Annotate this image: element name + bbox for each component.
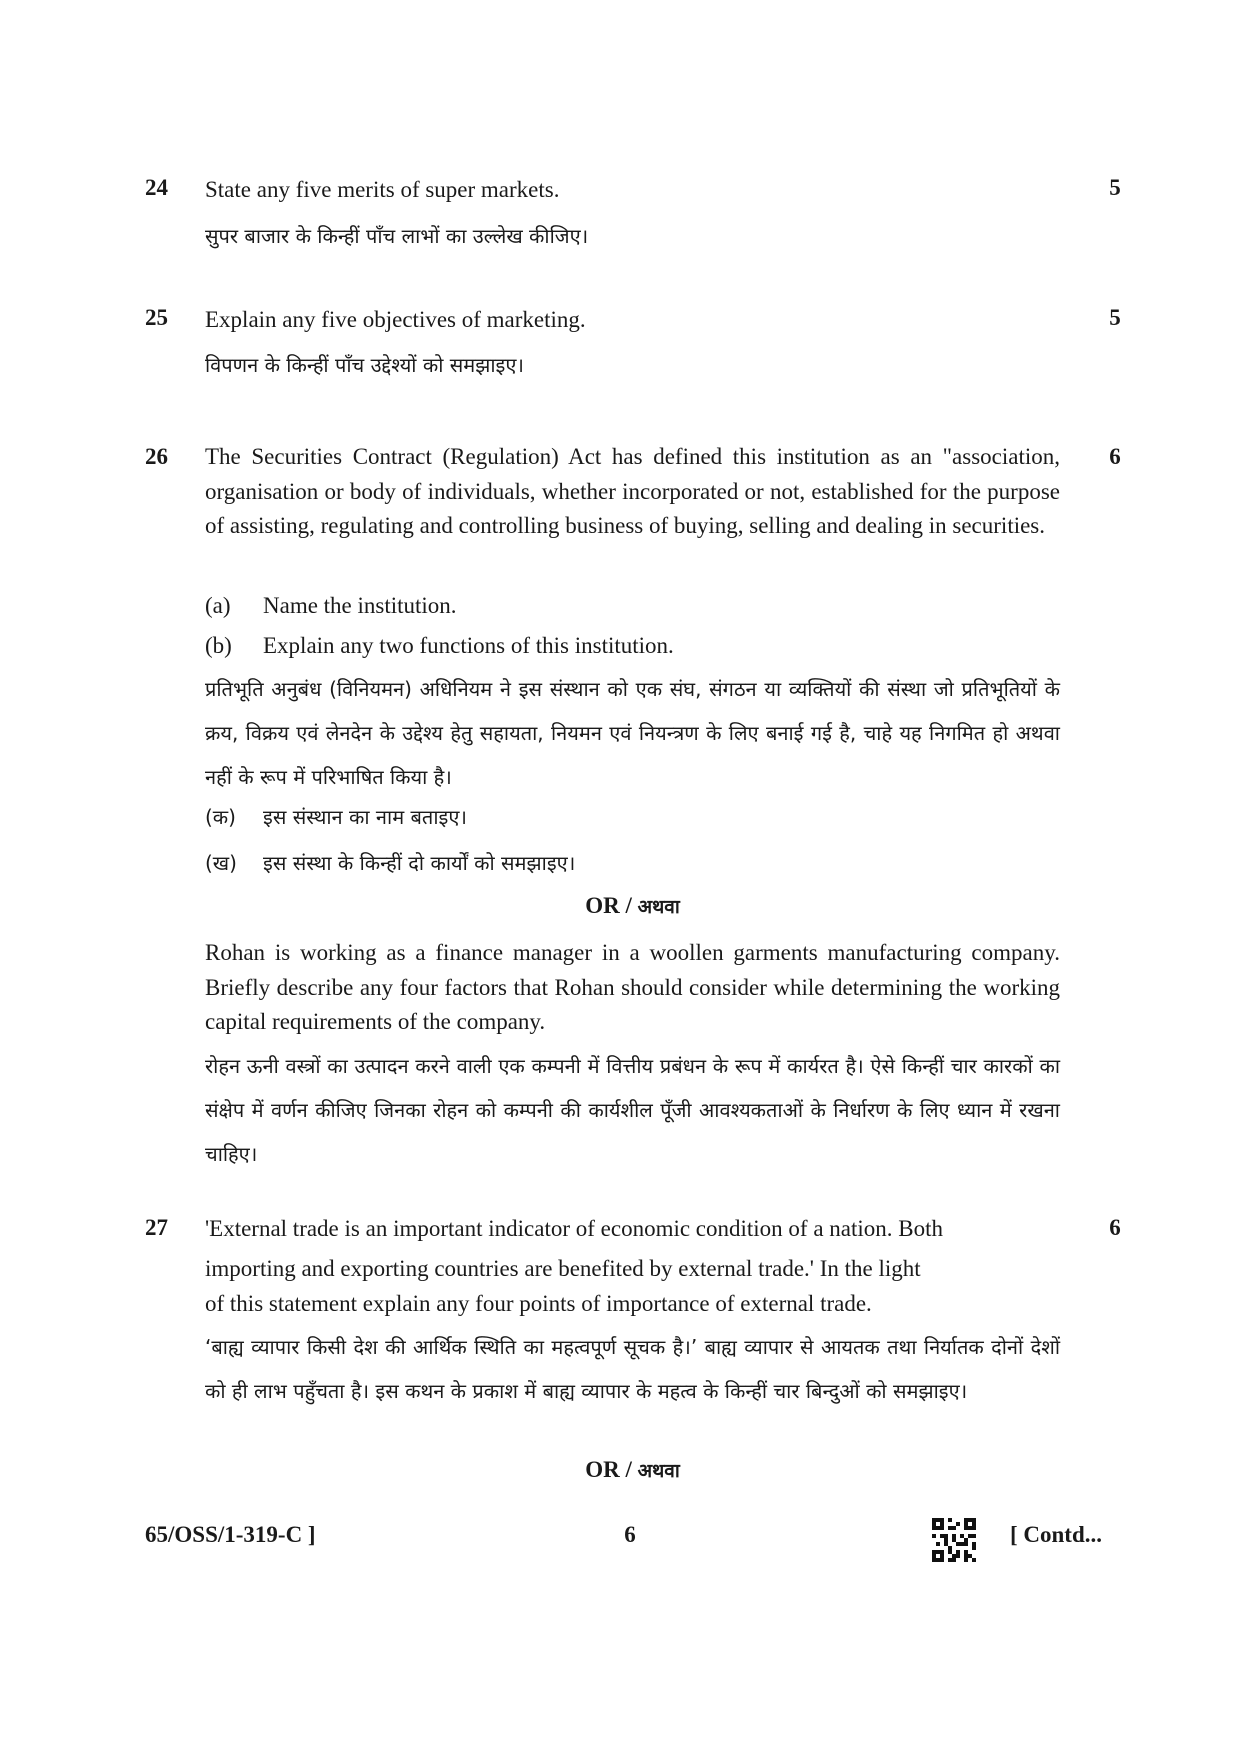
question-24-number: 24 xyxy=(145,175,168,200)
question-27-number: 27 xyxy=(145,1215,168,1240)
question-26-sub-kha xyxy=(205,841,575,885)
sub-kha-label: (ख) xyxy=(205,851,237,875)
or-en: OR xyxy=(585,1457,620,1482)
question-26-alt-text-en: Rohan is working as a finance manager in a woollen garments manufacturing company. Briefly describe any four factors that Rohan should consider while determining the working capital requirements of the company. xyxy=(205,940,1060,1034)
question-26-sub-ka xyxy=(205,795,467,839)
sub-a-text: Name the institution. xyxy=(263,593,457,618)
paper-code: 65/OSS/1-319-C ] xyxy=(145,1522,316,1547)
question-26-marks: 6 xyxy=(1109,444,1121,469)
question-26-number: 26 xyxy=(145,444,168,469)
continued-label: [ Contd... xyxy=(1010,1522,1103,1547)
qr-code-icon xyxy=(932,1518,976,1562)
sub-b-label: (b) xyxy=(205,633,232,658)
question-26-sub-b xyxy=(205,628,674,663)
question-27-text-en-line2: importing and exporting countries are benefited by external trade.' In the light xyxy=(205,1256,921,1281)
question-24-text-en: State any five merits of super markets. xyxy=(205,177,560,202)
question-27-text-hi: ‘बाह्य व्यापार किसी देश की आर्थिक स्थिति का महत्वपूर्ण सूचक है।’ बाह्य व्यापार से आयतक तथा निर्यातक दोनों देशों को ही लाभ पहुँचता है। इस कथन के प्रकाश में बाह्य व्यापार के महत्व के किन्हीं चार बिन्दुओं को समझाइए। xyxy=(205,1335,1060,1403)
question-26-text-en: The Securities Contract (Regulation) Act has defined this institution as an "association, organisation or body of individuals, whether incorporated or not, established for the purpose of assisting, regulating and controlling business of buying, selling and dealing in securities. xyxy=(205,444,1060,538)
question-26-sub-a xyxy=(205,588,457,623)
question-27-text-en-line1: 'External trade is an important indicator of economic condition of a nation. Both xyxy=(205,1216,944,1241)
sub-ka-text: इस संस्थान का नाम बताइए। xyxy=(263,805,467,829)
question-27-or-divider xyxy=(205,1457,1060,1483)
question-25-marks: 5 xyxy=(1109,305,1121,330)
sub-kha-text: इस संस्था के किन्हीं दो कार्यों को समझाइए। xyxy=(263,851,576,875)
question-25-text-en: Explain any five objectives of marketing. xyxy=(205,307,586,332)
sub-a-label: (a) xyxy=(205,593,231,618)
question-27-marks: 6 xyxy=(1109,1215,1121,1240)
question-26-or-divider xyxy=(205,893,1060,919)
question-27-text-en-line3: of this statement explain any four points of importance of external trade. xyxy=(205,1291,872,1316)
or-en: OR xyxy=(585,893,620,918)
or-separator: / xyxy=(619,893,638,918)
question-25-text-hi: विपणन के किन्हीं पाँच उद्देश्यों को समझाइए। xyxy=(205,353,524,377)
question-26-text-hi: प्रतिभूति अनुबंध (विनियमन) अधिनियम ने इस संस्थान को एक संघ, संगठन या व्यक्तियों की संस्था जो प्रतिभूतियों के क्रय, विक्रय एवं लेनदेन के उद्देश्य हेतु सहायता, नियमन एवं नियन्त्रण के लिए बनाई गई है, चाहे यह निगमित हो अथवा नहीं के रूप में परिभाषित किया है। xyxy=(205,677,1060,789)
question-26-alt-text-hi: रोहन ऊनी वस्त्रों का उत्पादन करने वाली एक कम्पनी में वित्तीय प्रबंधन के रूप में कार्यरत है। ऐसे किन्हीं चार कारकों का संक्षेप में वर्णन कीजिए जिनका रोहन को कम्पनी की कार्यशील पूँजी आवश्यकताओं के निर्धारण के लिए ध्यान में रखना चाहिए। xyxy=(205,1054,1060,1166)
sub-b-text: Explain any two functions of this institution. xyxy=(263,633,674,658)
question-24-text-hi: सुपर बाजार के किन्हीं पाँच लाभों का उल्लेख कीजिए। xyxy=(205,224,589,248)
question-24-marks: 5 xyxy=(1109,175,1121,200)
or-hi: अथवा xyxy=(637,1460,680,1482)
or-hi: अथवा xyxy=(637,896,680,918)
or-separator: / xyxy=(619,1457,638,1482)
question-25-number: 25 xyxy=(145,305,168,330)
sub-ka-label: (क) xyxy=(205,805,236,829)
page-number: 6 xyxy=(624,1522,636,1547)
